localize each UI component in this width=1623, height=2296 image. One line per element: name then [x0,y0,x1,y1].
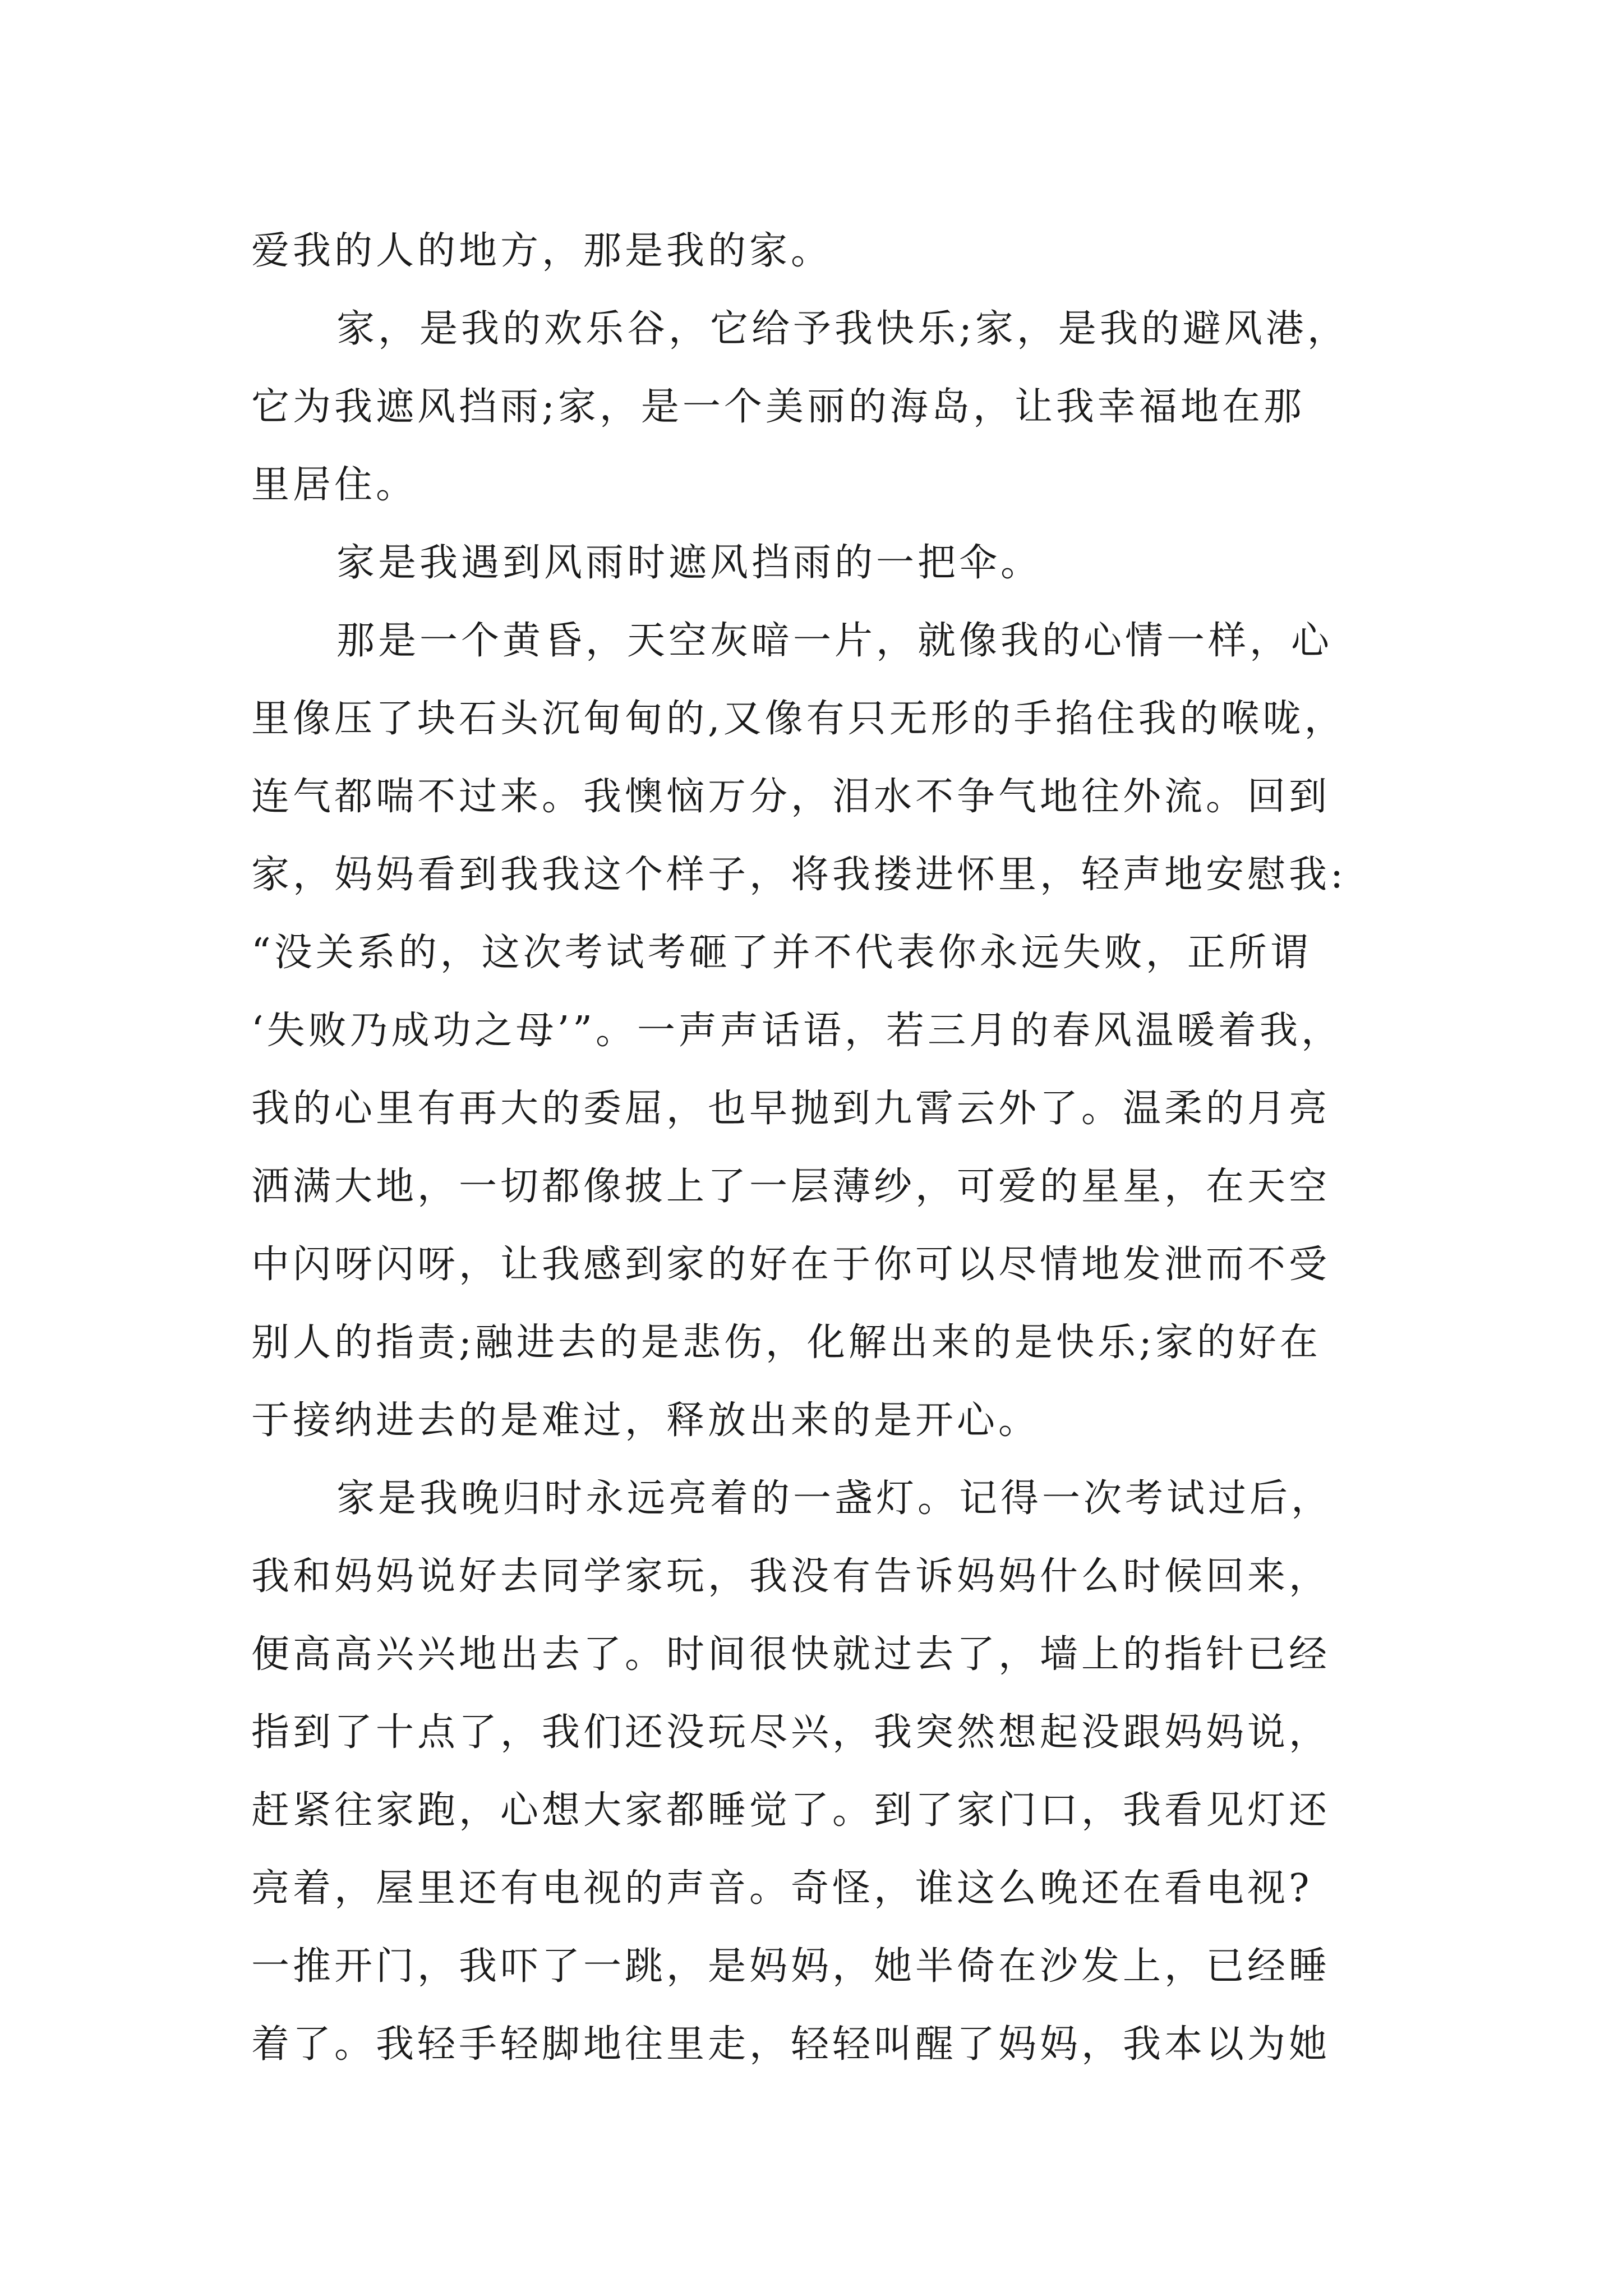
text-line: 中闪呀闪呀，让我感到家的好在于你可以尽情地发泄而不受 [251,1243,1331,1287]
text-line: 里像压了块石头沉甸甸的,又像有只无形的手掐住我的喉咙， [251,697,1346,741]
text-line: 里居住。 [251,463,418,507]
text-line: 爱我的人的地方，那是我的家。 [251,229,833,273]
text-line: 那是一个黄昏，天空灰暗一片，就像我的心情一样，心 [336,619,1333,663]
text-line: 家是我遇到风雨时遮风挡雨的一把伞。 [336,541,1043,585]
text-line: 它为我遮风挡雨;家，是一个美丽的海岛，让我幸福地在那 [251,385,1305,429]
text-line: 别人的指责;融进去的是悲伤，化解出来的是快乐;家的好在 [251,1320,1321,1365]
text-line: 赶紧往家跑，心想大家都睡觉了。到了家门口，我看见灯还 [251,1788,1331,1833]
text-line: 家是我晚归时永远亮着的一盏灯。记得一次考试过后， [336,1476,1333,1521]
text-line: 家，是我的欢乐谷，它给予我快乐;家，是我的避风港， [336,307,1349,351]
text-line: 于接纳进去的是难过，释放出来的是开心。 [251,1398,1040,1443]
text-line: 着了。我轻手轻脚地往里走，轻轻叫醒了妈妈，我本以为她 [251,2022,1331,2067]
text-line: 一推开门，我吓了一跳，是妈妈，她半倚在沙发上，已经睡 [251,1944,1331,1989]
text-line: 连气都喘不过来。我懊恼万分，泪水不争气地往外流。回到 [251,775,1331,819]
document-body [251,212,1395,2083]
text-line: ‘失败乃成功之母’”。一声声话语，若三月的春风温暖着我， [251,1009,1343,1053]
text-line: 便高高兴兴地出去了。时间很快就过去了，墙上的指针已经 [251,1632,1331,1677]
text-line: 洒满大地，一切都像披上了一层薄纱，可爱的星星，在天空 [251,1165,1331,1209]
text-line: “没关系的，这次考试考砸了并不代表你永远失败，正所谓 [251,931,1312,975]
text-line: 我和妈妈说好去同学家玩，我没有告诉妈妈什么时候回来， [251,1554,1331,1599]
text-line: 我的心里有再大的委屈，也早抛到九霄云外了。温柔的月亮 [251,1087,1331,1131]
text-line: 指到了十点了，我们还没玩尽兴，我突然想起没跟妈妈说， [251,1710,1331,1755]
text-line: 亮着，屋里还有电视的声音。奇怪，谁这么晚还在看电视? [251,1866,1313,1911]
text-line: 家，妈妈看到我我这个样子，将我搂进怀里，轻声地安慰我: [251,853,1347,897]
